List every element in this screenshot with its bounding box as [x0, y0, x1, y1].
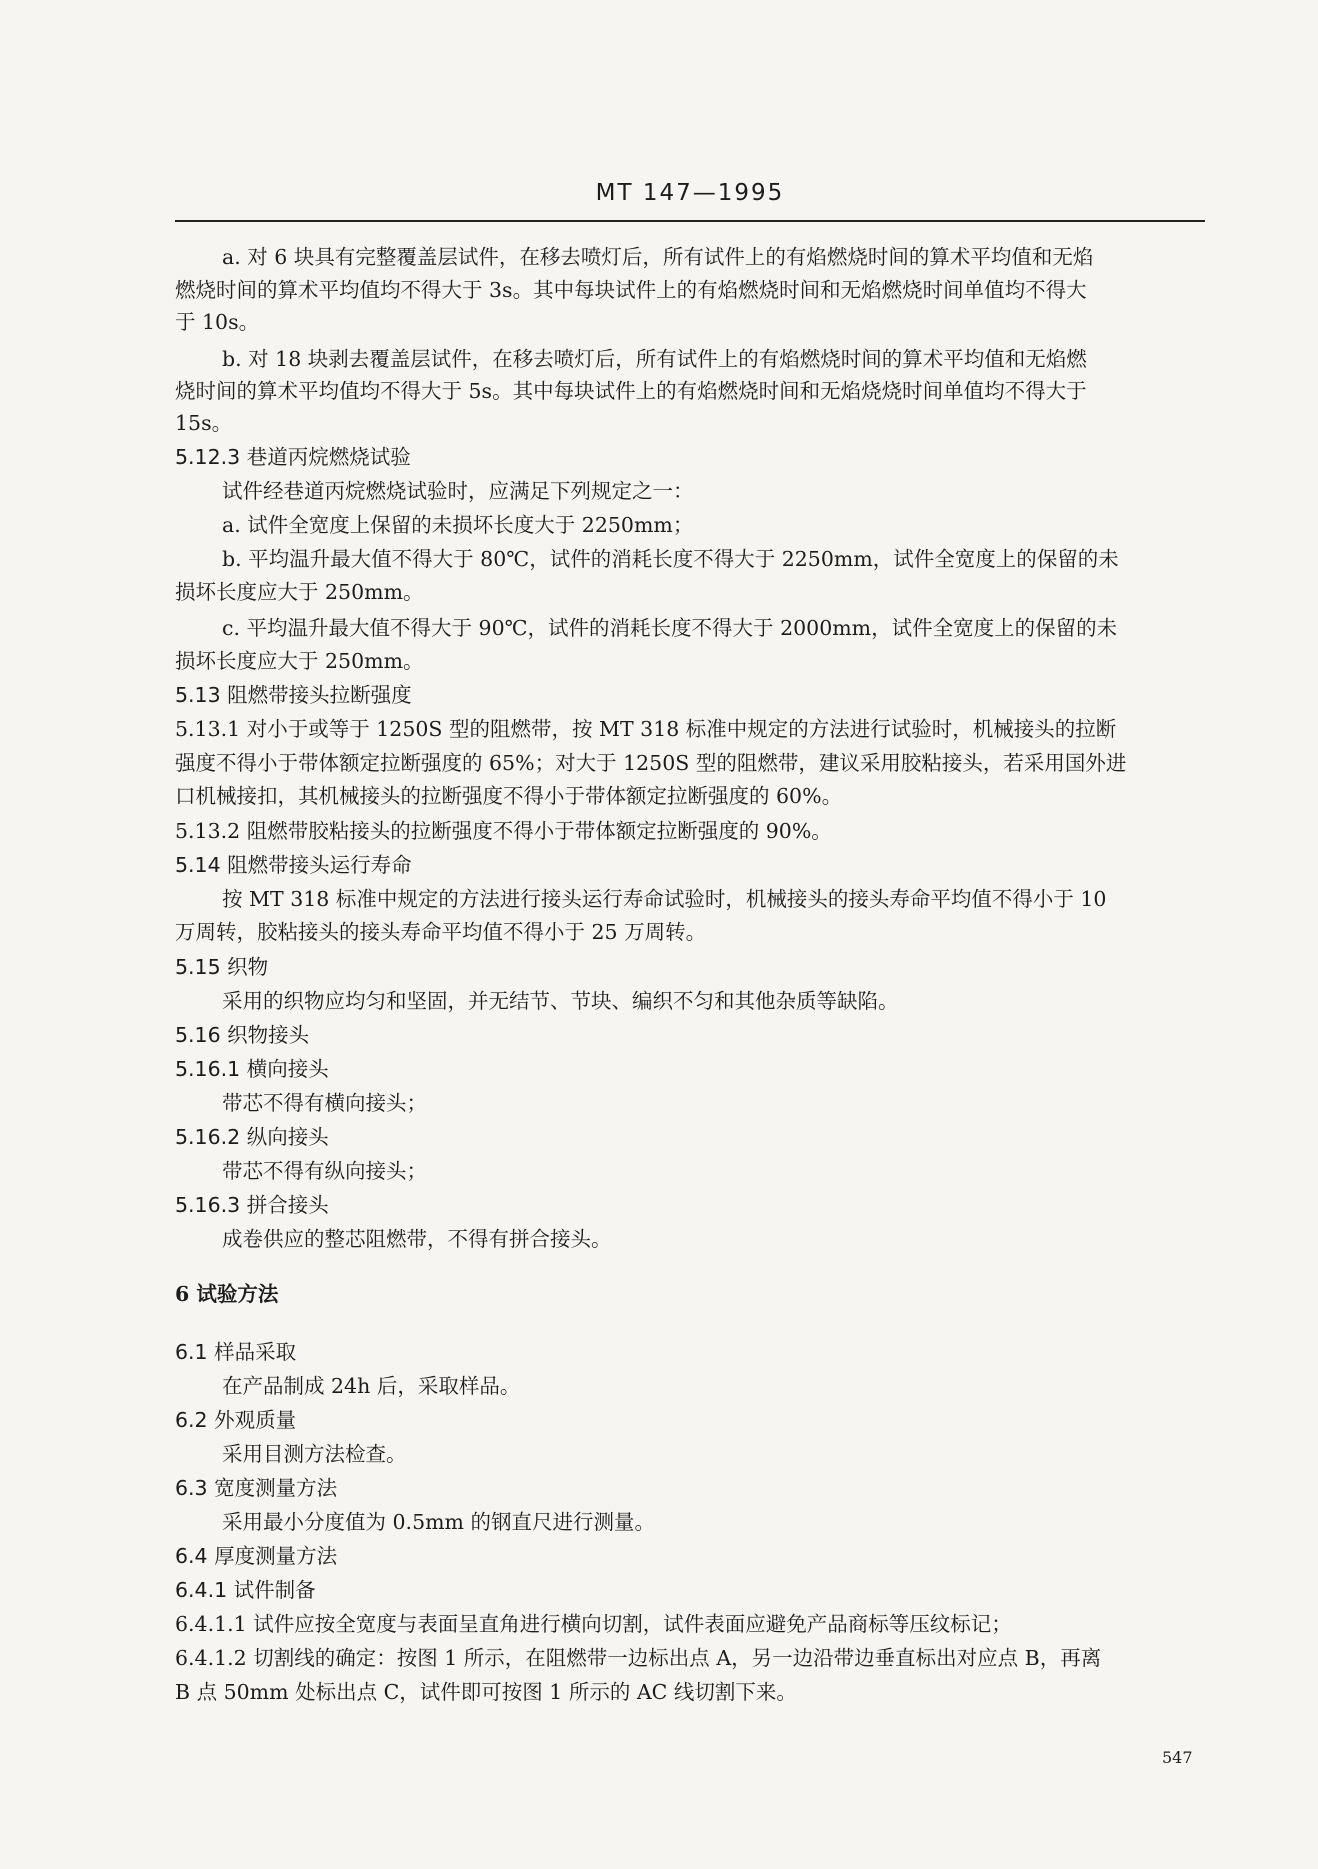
- text-line: 采用的织物应均匀和坚固，并无结节、节块、编织不匀和其他杂质等缺陷。: [222, 989, 899, 1013]
- text-line: 试件经巷道丙烷燃烧试验时，应满足下列规定之一：: [222, 479, 694, 503]
- text-line: 带芯不得有纵向接头；: [222, 1159, 427, 1183]
- section-heading: 5.16.3 拼合接头: [175, 1193, 329, 1217]
- section-heading: 5.14 阻燃带接头运行寿命: [175, 853, 412, 877]
- text-line: a. 对 6 块具有完整覆盖层试件，在移去喷灯后，所有试件上的有焰燃烧时间的算术平均值和无焰: [222, 245, 1094, 269]
- text-line: 5.13.1 对小于或等于 1250S 型的阻燃带，按 MT 318 标准中规定的方法进行试验时，机械接头的拉断: [175, 717, 1117, 741]
- text-line: 损坏长度应大于 250mm。: [175, 580, 424, 604]
- text-line: 强度不得小于带体额定拉断强度的 65%；对大于 1250S 型的阻燃带，建议采用胶粘接头，若采用国外进: [175, 751, 1127, 775]
- text-line: 采用目测方法检查。: [222, 1442, 407, 1466]
- text-line: 在产品制成 24h 后，采取样品。: [222, 1374, 521, 1398]
- section-heading: 5.12.3 巷道丙烷燃烧试验: [175, 445, 411, 469]
- section-heading: 5.13 阻燃带接头拉断强度: [175, 683, 412, 707]
- section-heading: 5.16.2 纵向接头: [175, 1125, 329, 1149]
- section-heading: 5.15 织物: [175, 955, 269, 979]
- text-line: 15s。: [175, 411, 233, 435]
- section-heading: 6.2 外观质量: [175, 1408, 297, 1432]
- text-line: B 点 50mm 处标出点 C，试件即可按图 1 所示的 AC 线切割下来。: [175, 1680, 797, 1704]
- text-line: 采用最小分度值为 0.5mm 的钢直尺进行测量。: [222, 1510, 656, 1534]
- text-line: 成卷供应的整芯阻燃带，不得有拼合接头。: [222, 1227, 612, 1251]
- text-line: 6.4.1.2 切割线的确定：按图 1 所示，在阻燃带一边标出点 A，另一边沿带边垂直标出对应点 B，再离: [175, 1646, 1102, 1670]
- section-heading: 5.16.1 横向接头: [175, 1057, 329, 1081]
- text-line: 于 10s。: [175, 310, 260, 334]
- text-line: 损坏长度应大于 250mm。: [175, 649, 424, 673]
- section-heading: 6.3 宽度测量方法: [175, 1476, 338, 1500]
- section-heading: 5.16 织物接头: [175, 1023, 310, 1047]
- section-heading: 6.4.1 试件制备: [175, 1578, 316, 1602]
- section-heading: 6.4 厚度测量方法: [175, 1544, 338, 1568]
- text-line: a. 试件全宽度上保留的未损坏长度大于 2250mm；: [222, 513, 694, 537]
- text-line: 万周转，胶粘接头的接头寿命平均值不得小于 25 万周转。: [175, 920, 707, 944]
- text-line: 燃烧时间的算术平均值均不得大于 3s。其中每块试件上的有焰燃烧时间和无焰燃烧时间单值均不得大: [175, 278, 1087, 302]
- text-line: 5.13.2 阻燃带胶粘接头的拉断强度不得小于带体额定拉断强度的 90%。: [175, 819, 832, 843]
- section-heading: 6.1 样品采取: [175, 1340, 297, 1364]
- text-line: 按 MT 318 标准中规定的方法进行接头运行寿命试验时，机械接头的接头寿命平均值不得小于 10: [222, 887, 1107, 911]
- page-number: 547: [1162, 1748, 1193, 1767]
- text-line: 烧时间的算术平均值均不得大于 5s。其中每块试件上的有焰燃烧时间和无焰烧烧时间单值均不得大于: [175, 379, 1087, 403]
- text-line: 带芯不得有横向接头；: [222, 1091, 427, 1115]
- text-line: b. 平均温升最大值不得大于 80℃，试件的消耗长度不得大于 2250mm，试件全宽度上的保留的未: [222, 547, 1119, 571]
- text-line: c. 平均温升最大值不得大于 90℃，试件的消耗长度不得大于 2000mm，试件全宽度上的保留的未: [222, 616, 1118, 640]
- page-header: MT 147—1995: [595, 180, 785, 206]
- header-rule: [175, 220, 1205, 222]
- text-line: 6.4.1.1 试件应按全宽度与表面呈直角进行横向切割，试件表面应避免产品商标等压纹标记；: [175, 1612, 1012, 1636]
- chapter-heading: 6 试验方法: [175, 1282, 279, 1306]
- text-line: b. 对 18 块剥去覆盖层试件，在移去喷灯后，所有试件上的有焰燃烧时间的算术平均值和无焰燃: [222, 347, 1087, 371]
- text-line: 口机械接扣，其机械接头的拉断强度不得小于带体额定拉断强度的 60%。: [175, 784, 843, 808]
